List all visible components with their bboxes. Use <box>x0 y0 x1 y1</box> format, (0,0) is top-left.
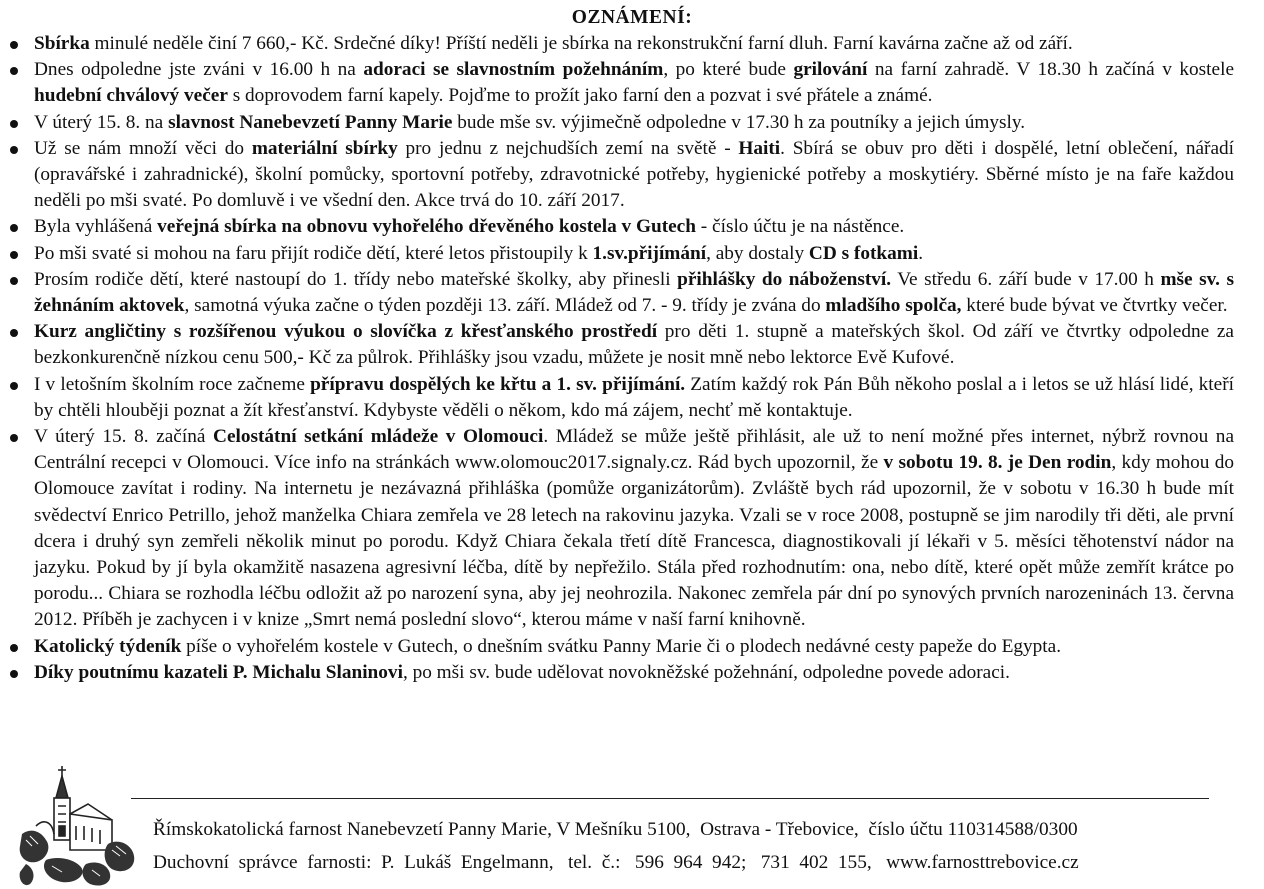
announcement-text: píše o vyhořelém kostele v Gutech, o dnešním svátku Panny Marie či o plodech nedávné cesty papeže do Egypta. <box>181 635 1062 657</box>
announcement-highlight: Kurz angličtiny s rozšířenou výukou o slovíčka z křesťanského prostředí <box>34 321 658 343</box>
announcement-text: Ve středu 6. září bude v 17.00 h <box>891 268 1161 290</box>
announcement-text: V úterý 15. 8. začíná <box>34 426 214 448</box>
announcement-highlight: mše sv. s žehnáním aktovek <box>34 268 1235 317</box>
church-logo-icon <box>16 764 140 889</box>
announcement-highlight: Díky poutnímu kazateli P. Michalu Slaninovi <box>34 661 403 683</box>
footer-divider <box>131 798 1209 799</box>
announcement-item <box>6 634 1234 660</box>
announcement-text: V úterý 15. 8. na <box>34 111 169 133</box>
announcement-highlight: grilování <box>793 59 868 81</box>
announcement-highlight: CD s fotkami <box>808 242 919 264</box>
announcement-text: Byla vyhlášená <box>34 216 158 238</box>
announcement-highlight: Sbírka <box>34 33 90 54</box>
announcement-text: Dnes odpoledne jste zváni v 16.00 h na <box>34 59 364 81</box>
announcement-highlight: přihlášky do náboženství. <box>677 268 892 290</box>
announcement-highlight: mladšího spolča, <box>825 295 962 317</box>
announcement-text: - číslo účtu je na nástěnce. <box>695 216 905 238</box>
announcement-item <box>6 214 1234 240</box>
announcement-text: pro děti 1. stupně a mateřských škol. Od září ve čtvrtky odpoledne za bezkonkurenčně nízkou cenu 500,- Kč za půlrok. Přihlášky jsou vzadu, můžete je nosit mně nebo lektorce Evě Kufové. <box>34 321 1234 369</box>
announcement-highlight: Celostátní setkání mládeže v Olomouci <box>213 426 544 448</box>
announcement-text: které bude bývat ve čtvrtky večer. <box>961 295 1228 317</box>
announcement-item <box>6 110 1234 136</box>
announcement-highlight: 1.sv.přijímání <box>592 242 707 264</box>
announcement-text: s doprovodem farní kapely. Pojďme to prožít jako farní den a pozvat i své přátele a známé. <box>227 85 933 107</box>
announcement-highlight: Haiti <box>738 137 781 159</box>
announcement-highlight: přípravu dospělých ke křtu a 1. sv. přijímání. <box>310 373 686 395</box>
announcement-text: , po které bude <box>663 59 794 81</box>
announcement-text: . <box>918 242 924 264</box>
announcement-highlight: slavnost Nanebevzetí Panny Marie <box>168 111 453 133</box>
announcement-item <box>6 660 1234 686</box>
announcement-item <box>6 319 1234 371</box>
announcement-text: , samotná výuka začne o týden později 13. září. Mládež od 7. - 9. třídy je zvána do <box>184 295 826 317</box>
announcement-item <box>6 57 1234 109</box>
announcement-text: I v letošním školním roce začneme <box>34 373 311 395</box>
announcement-item <box>6 372 1234 424</box>
announcement-text: Už se nám množí věci do <box>34 137 252 159</box>
announcement-highlight: hudební chválový večer <box>34 85 228 107</box>
announcement-text: , kdy mohou do Olomouce zavítat i rodiny. Na internetu je nezávazná přihláška (pomůže organizátorům). Zvláště bych rád upozornil, že v sobotu v 16.30 h bude mít svědectví Enrico Petrillo, jehož manželka Chiara zemřela ve 28 letech na rakovinu jazyka. Vzali se v roce 2008, postupně se jim narodily tři děti, ale první dcera i druhý syn zemřeli několik minut po porodu. Když Chiara čekala třetí dítě Francesca, diagnostikovali jí lékaři v 5. měsíci těhotenství nádor na jazyku. Pokud by jí byla okamžitě nasazena agresivní léčba, dítě by nepřežilo. Stála před rozhodnutím: ona, nebo dítě, které opět může zemřít krátce po porodu... Chiara se rozhodla léčbu odložit až po narození syna, aby jej neohrozila. Nakonec zemřela pár dní po synových prvních narozeninách 13. června 2012. Příběh je zachycen i v knize „Smrt nemá poslední slovo“, kterou máme v naší farní knihovně. <box>34 452 1235 631</box>
announcement-text: . Sbírá se obuv pro děti i dospělé, letní oblečení, nářadí (opravářské i zahradnické), školní pomůcky, sportovní potřeby, zdravotnické potřeby, hygienické potřeby a moskytiéry. Sběrné místo je na faře každou neděli po mši svaté. Po domluvě i ve všední den. Akce trvá do 10. září 2017. <box>34 137 1235 212</box>
page-title: OZNÁMENÍ: <box>571 7 693 28</box>
announcement-highlight: adoraci se slavnostním požehnáním <box>363 59 664 81</box>
announcements-list <box>6 31 1234 686</box>
announcement-text: Zatím každý rok Pán Bůh někoho poslal a i letos se už hlásí lidé, kteří by chtěli hlouběji poznat a žít křesťanství. Kdybyste věděli o někom, kdo má zájem, nechť mě kontaktuje. <box>34 373 1234 421</box>
announcement-text: , po mši sv. bude udělovat novokněžské požehnání, odpoledne povede adoraci. <box>402 661 1010 683</box>
announcement-item <box>6 267 1234 319</box>
announcement-item <box>6 424 1234 634</box>
announcement-item <box>6 31 1234 57</box>
footer-contact: Duchovní správce farnosti: P. Lukáš Engelmann, tel. č.: 596 964 942; 731 402 155, www.farnosttrebovice.cz <box>153 852 1079 873</box>
announcement-text: bude mše sv. výjimečně odpoledne v 17.30 h za poutníky a jejich úmysly. <box>452 111 1026 133</box>
announcement-text: minulé neděle činí 7 660,- Kč. Srdečné díky! Příští neděli je sbírka na rekonstrukční farní dluh. Farní kavárna začne až od září. <box>89 33 1073 54</box>
announcement-text: , aby dostaly <box>706 242 809 264</box>
announcement-item <box>6 241 1234 267</box>
announcement-highlight: Katolický týdeník <box>34 635 182 657</box>
announcement-text: pro jednu z nejchudších zemí na světě - <box>397 137 739 159</box>
announcement-highlight: materiální sbírky <box>251 137 398 159</box>
announcement-item <box>6 136 1234 215</box>
announcement-text: na farní zahradě. V 18.30 h začíná v kostele <box>867 59 1234 81</box>
announcement-highlight: v sobotu 19. 8. je Den rodin <box>883 452 1112 474</box>
footer-parish-address: Římskokatolická farnost Nanebevzetí Panny Marie, V Mešníku 5100, Ostrava - Třebovice, číslo účtu 110314588/0300 <box>153 819 1078 840</box>
announcement-text: . Mládež se může ještě přihlásit, ale už to není možné přes internet, nýbrž rovnou na Centrální recepci v Olomouci. Více info na stránkách www.olomouc2017.signaly.cz. Rád bych upozornil, že <box>34 426 1235 474</box>
footer <box>153 813 1213 879</box>
announcement-highlight: veřejná sbírka na obnovu vyhořelého dřevěného kostela v Gutech <box>157 216 696 238</box>
announcement-text: Prosím rodiče dětí, které nastoupí do 1. třídy nebo mateřské školky, aby přinesli <box>34 268 678 290</box>
announcement-text: Po mši svaté si mohou na faru přijít rodiče dětí, které letos přistoupily k <box>34 242 593 264</box>
